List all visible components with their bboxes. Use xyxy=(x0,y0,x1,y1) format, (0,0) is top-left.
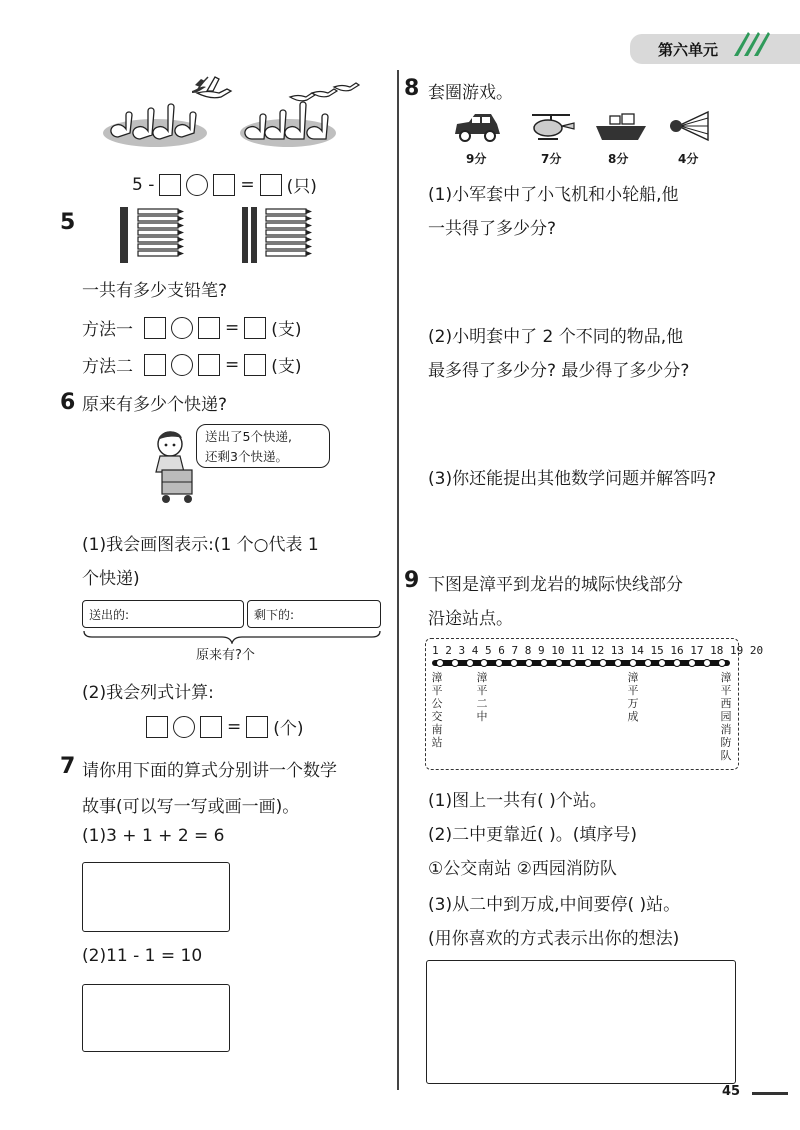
q7-eq1: (1)3 + 1 + 2 = 6 xyxy=(82,826,225,846)
route-diagram xyxy=(425,638,764,770)
left-label: 剩下的: xyxy=(254,608,295,622)
q8-p1-line1: (1)小军套中了小飞机和小轮船,他 xyxy=(428,185,679,205)
pencils-group-left-icon xyxy=(116,205,211,267)
q4-equation-start: 5 - xyxy=(132,174,155,195)
operator-circle[interactable] xyxy=(171,317,193,339)
q6-number: 6 xyxy=(60,390,76,415)
q5-method2: 方法二 = (支) xyxy=(82,352,302,377)
q6-unit: (个) xyxy=(273,719,304,739)
q9-p3-note: (用你喜欢的方式表示出你的想法) xyxy=(428,929,680,949)
q5-unit: (支) xyxy=(271,357,302,377)
helicopter-score: 7分 xyxy=(541,152,562,166)
q5-unit: (支) xyxy=(271,320,302,340)
answer-box[interactable] xyxy=(200,716,222,738)
page-number: 45 xyxy=(722,1084,741,1099)
column-divider xyxy=(397,70,399,1090)
q8-title: 套圈游戏。 xyxy=(428,83,513,103)
answer-box[interactable] xyxy=(244,354,266,376)
geese-group-left-icon xyxy=(100,75,210,150)
answer-box[interactable] xyxy=(244,317,266,339)
operator-circle[interactable] xyxy=(173,716,195,738)
shuttlecock-icon xyxy=(668,108,712,144)
q4-unit: (只) xyxy=(286,177,317,197)
q6-part2: (2)我会列式计算: xyxy=(82,683,214,703)
q7-title-line2: 故事(可以写一写或画一画)。 xyxy=(82,797,300,817)
q6-part1-line2: 个快递) xyxy=(82,569,140,589)
q9-title-line1: 下图是漳平到龙岩的城际快线部分 xyxy=(428,575,683,595)
left-drawing-box[interactable] xyxy=(247,600,381,628)
geese-group-right-icon xyxy=(238,75,368,150)
answer-box[interactable] xyxy=(213,174,235,196)
flying-goose-icon xyxy=(195,75,235,105)
operator-circle[interactable] xyxy=(186,174,208,196)
pencils-group-right-icon xyxy=(238,205,333,267)
answer-box[interactable] xyxy=(146,716,168,738)
q4-equation: 5 - = (只) xyxy=(132,172,317,197)
station-numbers: 1 2 3 4 5 6 7 8 9 10 11 12 13 14 15 16 17 18 19 20 xyxy=(432,644,764,657)
total-label: 原来有?个 xyxy=(196,648,255,663)
answer-box[interactable] xyxy=(260,174,282,196)
q8-number: 8 xyxy=(404,76,420,101)
method2-label: 方法二 xyxy=(82,357,133,377)
answer-box[interactable] xyxy=(198,354,220,376)
q9-answer-box[interactable] xyxy=(426,960,736,1084)
story-box-1[interactable] xyxy=(82,862,230,932)
unit-logo-icon xyxy=(730,28,772,60)
answer-box[interactable] xyxy=(159,174,181,196)
q8-p2-line2: 最多得了多少分? 最少得了多少分? xyxy=(428,361,690,381)
rail-line xyxy=(432,660,730,666)
q6-equation: = (个) xyxy=(146,714,304,739)
station-1-label: 漳平公交南站 xyxy=(431,671,443,749)
q9-p1: (1)图上一共有( )个站。 xyxy=(428,791,607,811)
q8-p3: (3)你还能提出其他数学问题并解答吗? xyxy=(428,469,717,489)
unit-label: 第六单元 xyxy=(658,41,719,59)
answer-box[interactable] xyxy=(144,317,166,339)
sent-drawing-box[interactable] xyxy=(82,600,244,628)
car-score: 9分 xyxy=(466,152,487,166)
q8-p2-line1: (2)小明套中了 2 个不同的物品,他 xyxy=(428,327,684,347)
unit-tab xyxy=(630,34,800,64)
q9-options: ①公交南站 ②西园消防队 xyxy=(428,859,617,879)
station-14-label: 漳平万成 xyxy=(627,671,639,723)
answer-box[interactable] xyxy=(198,317,220,339)
answer-box[interactable] xyxy=(246,716,268,738)
story-box-2[interactable] xyxy=(82,984,230,1052)
bubble-line2: 还剩3个快递。 xyxy=(205,449,288,464)
page-number-rule xyxy=(752,1092,788,1095)
q8-p1-line2: 一共得了多少分? xyxy=(428,219,557,239)
station-4-label: 漳平二中 xyxy=(476,671,488,723)
q7-title-line1: 请你用下面的算式分别讲一个数学 xyxy=(82,761,337,781)
operator-circle[interactable] xyxy=(171,354,193,376)
q7-eq2: (2)11 - 1 = 10 xyxy=(82,946,203,966)
bubble-line1: 送出了5个快递, xyxy=(205,429,292,444)
q5-number: 5 xyxy=(60,210,76,235)
car-icon xyxy=(452,110,502,144)
shuttlecock-score: 4分 xyxy=(678,152,699,166)
boat-icon xyxy=(594,112,648,144)
speech-bubble xyxy=(196,424,330,468)
answer-box[interactable] xyxy=(144,354,166,376)
q7-number: 7 xyxy=(60,754,76,779)
method1-label: 方法一 xyxy=(82,320,133,340)
helicopter-icon xyxy=(526,110,576,144)
station-20-label: 漳平西园消防队 xyxy=(720,671,732,762)
sent-label: 送出的: xyxy=(89,608,130,622)
q9-number: 9 xyxy=(404,568,420,593)
q9-p2: (2)二中更靠近( )。(填序号) xyxy=(428,825,638,845)
q5-method1: 方法一 = (支) xyxy=(82,315,302,340)
total-brace-icon xyxy=(82,630,382,644)
q6-title: 原来有多少个快递? xyxy=(82,395,228,415)
q5-question: 一共有多少支铅笔? xyxy=(82,281,228,301)
q9-title-line2: 沿途站点。 xyxy=(428,609,513,629)
q9-p3: (3)从二中到万成,中间要停( )站。 xyxy=(428,895,681,915)
boat-score: 8分 xyxy=(608,152,629,166)
q6-part1-line1: (1)我会画图表示:(1 个○代表 1 xyxy=(82,535,319,555)
